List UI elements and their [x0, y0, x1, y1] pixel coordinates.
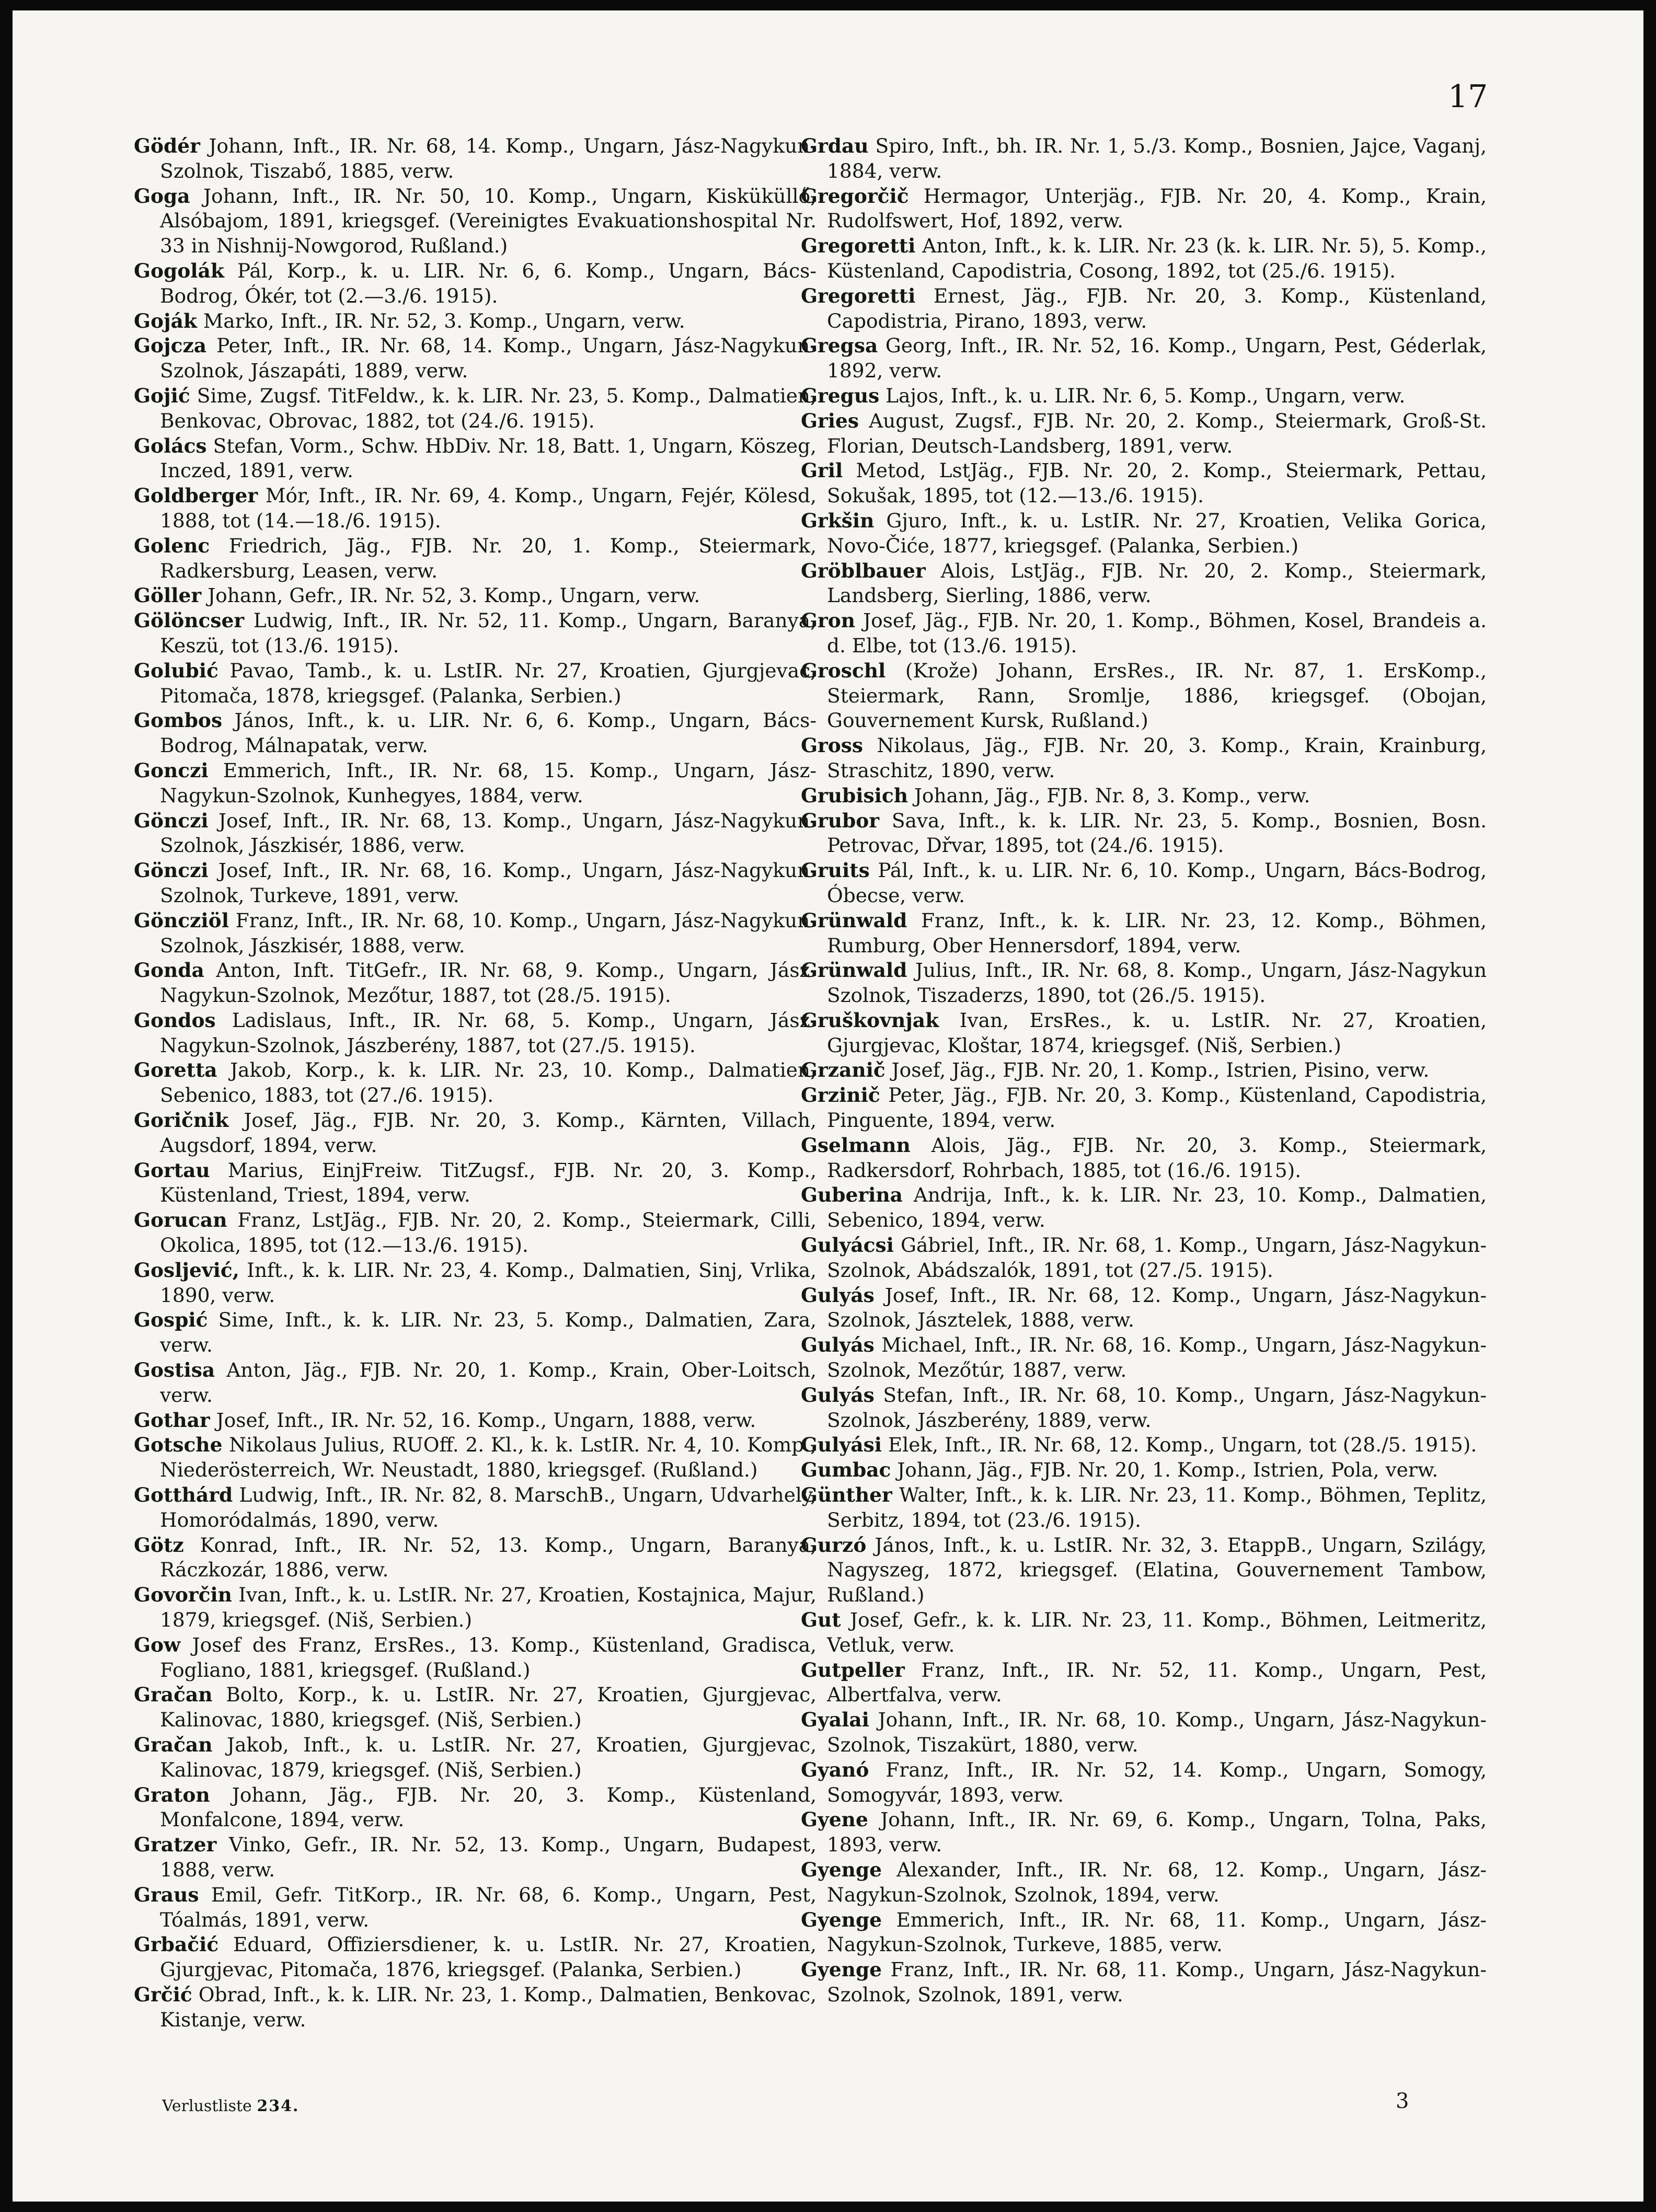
entry-surname: Gron: [801, 609, 856, 632]
entry-surname: Gruits: [801, 859, 870, 882]
entry-surname: Gyalai: [801, 1708, 869, 1732]
entry-surname: Gorucan: [134, 1208, 227, 1232]
entry-details: Franz, Inft., IR. Nr. 68, 10. Komp., Ungarn, Jász-Nagykun-Szolnok, Jászkisér, 1888, verw.: [160, 908, 816, 957]
list-entry: [801, 1083, 1487, 1133]
list-entry: [134, 1683, 816, 1733]
list-entry: [134, 1733, 816, 1783]
list-entry: [801, 1008, 1487, 1058]
entry-details: Marius, EinjFreiw. TitZugsf., FJB. Nr. 20, 3. Komp., Küstenland, Triest, 1894, verw.: [160, 1158, 816, 1207]
entry-surname: Gödér: [134, 134, 200, 157]
list-entry: [801, 1533, 1487, 1608]
list-entry: [134, 1358, 816, 1408]
entry-details: János, Inft., k. u. LstIR. Nr. 32, 3. EtappB., Ungarn, Szilágy, Nagyszeg, 1872, kriegsgef. (Elatina, Gouvernement Tambow, Rußland.): [827, 1533, 1487, 1607]
list-entry: [134, 434, 816, 484]
entry-surname: Gombos: [134, 709, 223, 732]
list-entry: [134, 608, 816, 659]
list-entry: [801, 908, 1487, 959]
entry-surname: Golács: [134, 434, 207, 457]
entry-details: Ivan, ErsRes., k. u. LstIR. Nr. 27, Kroatien, Gjurgjevac, Kloštar, 1874, kriegsgef. (Niš, Serbien.): [827, 1008, 1487, 1057]
list-entry: [801, 509, 1487, 559]
list-entry: [134, 858, 816, 908]
entry-details: Elek, Inft., IR. Nr. 68, 12. Komp., Ungarn, tot (28./5. 1915).: [888, 1433, 1477, 1457]
entry-surname: Grčić: [134, 1983, 192, 2006]
entry-surname: Gönczi: [134, 859, 209, 882]
entry-surname: Gonczi: [134, 758, 209, 782]
entry-surname: Göller: [134, 584, 202, 607]
entry-surname: Gulyás: [801, 1283, 875, 1307]
entry-surname: Gotsche: [134, 1433, 223, 1457]
list-entry: [134, 1433, 816, 1483]
entry-surname: Gregorčič: [801, 184, 909, 208]
entry-details: Franz, Inft., IR. Nr. 52, 14. Komp., Ungarn, Somogy, Somogyvár, 1893, verw.: [827, 1758, 1487, 1806]
entry-surname: Goričnik: [134, 1109, 229, 1132]
entry-surname: Grdau: [801, 134, 869, 157]
entry-details: Peter, Inft., IR. Nr. 68, 14. Komp., Ungarn, Jász-Nagykun-Szolnok, Jászapáti, 1889, verw.: [160, 334, 817, 383]
entry-surname: Goják: [134, 309, 197, 332]
entry-surname: Grünwald: [801, 908, 907, 932]
entry-details: Johann, Inft., IR. Nr. 50, 10. Komp., Ungarn, Kisküküllő, Alsóbajom, 1891, kriegsgef. (Vereinigtes Evakuationshospital Nr. 33 in Nishnij-Nowgorod, Rußland.): [160, 184, 816, 258]
entry-surname: Goldberger: [134, 484, 258, 508]
list-entry: [801, 559, 1487, 609]
list-entry: [134, 333, 816, 384]
entry-details: Spiro, Inft., bh. IR. Nr. 1, 5./3. Komp., Bosnien, Jajce, Vaganj, 1884, verw.: [827, 134, 1487, 182]
list-entry: [134, 1533, 816, 1583]
list-entry: [801, 1858, 1487, 1908]
entry-surname: Golubić: [134, 659, 218, 682]
entry-surname: Gratzer: [134, 1833, 217, 1857]
list-entry: [801, 733, 1487, 784]
entry-details: Josef, Inft., IR. Nr. 68, 16. Komp., Ungarn, Jász-Nagykun-Szolnok, Turkeve, 1891, verw.: [160, 859, 816, 907]
entry-details: Lajos, Inft., k. u. LIR. Nr. 6, 5. Komp., Ungarn, verw.: [886, 384, 1406, 407]
list-entry: [801, 1383, 1487, 1433]
entry-surname: Gogolák: [134, 259, 224, 282]
entry-details: (Krože) Johann, ErsRes., IR. Nr. 87, 1. ErsKomp., Steiermark, Rann, Sromlje, 1886, kriegsgef. (Obojan, Gouvernement Kursk, Rußland.): [827, 659, 1487, 732]
entry-surname: Grubisich: [801, 784, 908, 807]
entry-surname: Govorčin: [134, 1583, 232, 1607]
entry-details: Eduard, Offiziersdiener, k. u. LstIR. Nr. 27, Kroatien, Gjurgjevac, Pitomača, 1876, kriegsgef. (Palanka, Serbien.): [160, 1933, 817, 1981]
list-entry: [801, 184, 1487, 234]
entry-surname: Gostisa: [134, 1358, 215, 1382]
entry-details: Josef, Inft., IR. Nr. 68, 12. Komp., Ungarn, Jász-Nagykun-Szolnok, Jásztelek, 1888, verw.: [827, 1283, 1487, 1332]
entry-surname: Gutpeller: [801, 1658, 905, 1681]
entry-surname: Gross: [801, 734, 864, 757]
entry-details: Marko, Inft., IR. Nr. 52, 3. Komp., Ungarn, verw.: [203, 309, 685, 332]
entry-surname: Gulyási: [801, 1433, 882, 1457]
entry-details: Pál, Korp., k. u. LIR. Nr. 6, 6. Komp., Ungarn, Bács-Bodrog, Ókér, tot (2.—3./6. 1915).: [160, 259, 817, 307]
entry-details: Alexander, Inft., IR. Nr. 68, 12. Komp., Ungarn, Jász-Nagykun-Szolnok, Szolnok, 1894, verw.: [827, 1858, 1487, 1906]
entry-surname: Graton: [134, 1783, 210, 1806]
entry-surname: Gregsa: [801, 334, 878, 358]
entry-surname: Grzinič: [801, 1084, 880, 1107]
entry-surname: Gregoretti: [801, 234, 916, 258]
entry-surname: Gyanó: [801, 1758, 869, 1781]
page-number: 17: [1448, 78, 1488, 115]
entry-surname: Gulyás: [801, 1383, 875, 1407]
entry-details: Josef, Gefr., k. k. LIR. Nr. 23, 11. Komp., Böhmen, Leitmeritz, Vetluk, verw.: [827, 1608, 1487, 1656]
entry-details: Johann, Jäg., FJB. Nr. 8, 3. Komp., verw.: [914, 784, 1310, 807]
entry-details: Stefan, Vorm., Schw. HbDiv. Nr. 18, Batt. 1, Ungarn, Köszeg, Inczed, 1891, verw.: [160, 434, 816, 482]
left-column: [134, 134, 816, 2033]
entry-surname: Graus: [134, 1883, 199, 1906]
list-entry: [801, 958, 1487, 1008]
list-entry: [134, 384, 816, 434]
list-entry: [801, 1183, 1487, 1233]
entry-details: Alois, Jäg., FJB. Nr. 20, 3. Komp., Steiermark, Radkersdorf, Rohrbach, 1885, tot (16./6. 1915).: [827, 1133, 1487, 1182]
entry-details: Ludwig, Inft., IR. Nr. 82, 8. MarschB., Ungarn, Udvarhely, Homoródalmás, 1890, verw.: [160, 1483, 817, 1531]
entry-surname: Gow: [134, 1633, 181, 1656]
entry-details: Hermagor, Unterjäg., FJB. Nr. 20, 4. Komp., Krain, Rudolfswert, Hof, 1892, verw.: [827, 184, 1487, 233]
list-entry: [134, 1583, 816, 1633]
entry-details: Josef, Jäg., FJB. Nr. 20, 1. Komp., Böhmen, Kosel, Brandeis a. d. Elbe, tot (13./6. 1915).: [827, 609, 1487, 657]
list-entry: [134, 1983, 816, 2033]
entry-details: Nikolaus, Jäg., FJB. Nr. 20, 3. Komp., Krain, Krainburg, Straschitz, 1890, verw.: [827, 734, 1487, 782]
entry-surname: Gortau: [134, 1158, 210, 1182]
list-entry: [134, 1483, 816, 1533]
footer: [162, 2096, 299, 2117]
entry-details: Konrad, Inft., IR. Nr. 52, 13. Komp., Ungarn, Baranya, Ráczkozár, 1886, verw.: [160, 1533, 817, 1582]
list-entry: [134, 758, 816, 809]
entry-surname: Gyenge: [801, 1858, 882, 1881]
entry-details: Johann, Inft., IR. Nr. 68, 10. Komp., Ungarn, Jász-Nagykun-Szolnok, Tiszakürt, 1880, verw.: [827, 1708, 1487, 1756]
entry-surname: Golenc: [134, 534, 210, 557]
entry-details: Nikolaus Julius, RUOff. 2. Kl., k. k. LstIR. Nr. 4, 10. Komp., Niederösterreich, Wr. Neustadt, 1880, kriegsgef. (Rußland.): [160, 1433, 816, 1482]
entry-surname: Grünwald: [801, 959, 907, 982]
entry-surname: Gries: [801, 409, 859, 432]
entry-surname: Grubor: [801, 809, 880, 832]
entry-details: Andrija, Inft., k. k. LIR. Nr. 23, 10. Komp., Dalmatien, Sebenico, 1894, verw.: [827, 1183, 1487, 1232]
list-entry: [801, 1433, 1487, 1458]
entry-surname: Gregus: [801, 384, 880, 407]
entry-surname: Gselmann: [801, 1133, 911, 1157]
list-entry: [134, 1633, 816, 1683]
list-entry: [801, 1608, 1487, 1658]
list-entry: [801, 1957, 1487, 2008]
entry-surname: Gyene: [801, 1808, 868, 1831]
entry-surname: Gondos: [134, 1008, 216, 1032]
entry-details: Johann, Inft., IR. Nr. 69, 6. Komp., Ungarn, Tolna, Paks, 1893, verw.: [827, 1808, 1487, 1857]
entry-details: Franz, Inft., k. k. LIR. Nr. 23, 12. Komp., Böhmen, Rumburg, Ober Hennersdorf, 1894, verw.: [827, 908, 1487, 957]
entry-details: Anton, Jäg., FJB. Nr. 20, 1. Komp., Krain, Ober-Loitsch, verw.: [160, 1358, 817, 1407]
list-entry: [134, 1208, 816, 1258]
list-entry: [801, 1658, 1487, 1708]
entry-details: Bolto, Korp., k. u. LstIR. Nr. 27, Kroatien, Gjurgjevac, Kalinovac, 1880, kriegsgef. (Niš, Serbien.): [160, 1683, 816, 1732]
entry-details: Johann, Jäg., FJB. Nr. 20, 1. Komp., Istrien, Pola, verw.: [897, 1458, 1439, 1482]
entry-surname: Götz: [134, 1533, 184, 1557]
entry-details: Jakob, Inft., k. u. LstIR. Nr. 27, Kroatien, Gjurgjevac, Kalinovac, 1879, kriegsgef. (Niš, Serbien.): [160, 1733, 816, 1781]
entry-details: Franz, LstJäg., FJB. Nr. 20, 2. Komp., Steiermark, Cilli, Okolica, 1895, tot (12.—13./6. 1915).: [160, 1208, 817, 1257]
entry-surname: Gyenge: [801, 1958, 882, 1981]
list-entry: [134, 134, 816, 184]
entry-surname: Gulyácsi: [801, 1234, 894, 1257]
list-entry: [801, 608, 1487, 659]
entry-surname: Groschl: [801, 659, 886, 682]
entry-details: Pavao, Tamb., k. u. LstIR. Nr. 27, Kroatien, Gjurgjevac, Pitomača, 1878, kriegsgef. (Palanka, Serbien.): [160, 659, 816, 707]
entry-details: Ludwig, Inft., IR. Nr. 52, 11. Komp., Ungarn, Baranya, Keszü, tot (13./6. 1915).: [160, 609, 816, 657]
list-entry: [134, 659, 816, 709]
list-entry: [134, 1058, 816, 1108]
list-entry: [801, 1333, 1487, 1383]
entry-details: Josef, Jäg., FJB. Nr. 20, 1. Komp., Istrien, Pisino, verw.: [891, 1058, 1430, 1082]
entry-details: Anton, Inft. TitGefr., IR. Nr. 68, 9. Komp., Ungarn, Jász-Nagykun-Szolnok, Mezőtur, 1887, tot (28./5. 1915).: [160, 959, 816, 1007]
entry-surname: Grzanič: [801, 1058, 886, 1082]
list-entry: [134, 184, 816, 259]
list-entry: [134, 1408, 816, 1433]
list-entry: [801, 333, 1487, 384]
entry-details: Ernest, Jäg., FJB. Nr. 20, 3. Komp., Küstenland, Capodistria, Pirano, 1893, verw.: [827, 284, 1487, 332]
list-entry: [801, 1908, 1487, 1958]
list-entry: [801, 1283, 1487, 1333]
entry-surname: Gyenge: [801, 1908, 882, 1931]
entry-details: Vinko, Gefr., IR. Nr. 52, 13. Komp., Ungarn, Budapest, 1888, verw.: [160, 1833, 817, 1881]
list-entry: [801, 458, 1487, 509]
right-column: [801, 134, 1487, 2008]
entry-details: Josef, Jäg., FJB. Nr. 20, 3. Komp., Kärnten, Villach, Augsdorf, 1894, verw.: [160, 1109, 817, 1157]
entry-details: August, Zugsf., FJB. Nr. 20, 2. Komp., Steiermark, Groß-St. Florian, Deutsch-Landsberg, 1891, verw.: [827, 409, 1487, 457]
list-entry: [134, 483, 816, 534]
entry-details: Stefan, Inft., IR. Nr. 68, 10. Komp., Ungarn, Jász-Nagykun-Szolnok, Jászberény, 1889, verw.: [827, 1383, 1487, 1432]
list-entry: [801, 284, 1487, 334]
entry-surname: Gumbac: [801, 1458, 891, 1482]
list-entry: [801, 384, 1487, 409]
list-entry: [801, 1058, 1487, 1083]
list-entry: [134, 1932, 816, 1983]
entry-details: Franz, Inft., IR. Nr. 52, 11. Komp., Ungarn, Pest, Albertfalva, verw.: [827, 1658, 1487, 1707]
footer-list-number: 234.: [257, 2097, 300, 2115]
list-entry: [134, 1258, 816, 1308]
entry-details: Walter, Inft., k. k. LIR. Nr. 23, 11. Komp., Böhmen, Teplitz, Serbitz, 1894, tot (23./6. 1915).: [827, 1483, 1487, 1531]
entry-surname: Gračan: [134, 1683, 213, 1707]
entry-details: Josef, Inft., IR. Nr. 52, 16. Komp., Ungarn, 1888, verw.: [216, 1408, 756, 1432]
list-entry: [801, 1133, 1487, 1183]
list-entry: [134, 309, 816, 334]
list-entry: [801, 134, 1487, 184]
list-entry: [801, 1708, 1487, 1758]
entry-details: Sava, Inft., k. k. LIR. Nr. 23, 5. Komp., Bosnien, Bosn. Petrovac, Dřvar, 1895, tot (24./6. 1915).: [827, 809, 1487, 857]
entry-details: Josef, Inft., IR. Nr. 68, 13. Komp., Ungarn, Jász-Nagykun-Szolnok, Jászkisér, 1886, verw.: [160, 809, 816, 857]
entry-surname: Gojcza: [134, 334, 207, 358]
list-entry: [801, 809, 1487, 859]
entry-details: Michael, Inft., IR. Nr. 68, 16. Komp., Ungarn, Jász-Nagykun-Szolnok, Mezőtúr, 1887, verw.: [827, 1333, 1487, 1382]
list-entry: [134, 1883, 816, 1933]
entry-details: Johann, Inft., IR. Nr. 68, 14. Komp., Ungarn, Jász-Nagykun-Szolnok, Tiszabő, 1885, verw.: [160, 134, 817, 182]
entry-details: János, Inft., k. u. LIR. Nr. 6, 6. Komp., Ungarn, Bács-Bodrog, Málnapatak, verw.: [160, 709, 816, 757]
footer-label: Verlustliste: [162, 2097, 252, 2115]
list-entry: [134, 809, 816, 859]
entry-details: Jakob, Korp., k. k. LIR. Nr. 23, 10. Komp., Dalmatien, Sebenico, 1883, tot (27./6. 1915).: [160, 1058, 817, 1107]
entry-surname: Gregoretti: [801, 284, 916, 307]
entry-details: Johann, Jäg., FJB. Nr. 20, 3. Komp., Küstenland, Monfalcone, 1894, verw.: [160, 1783, 817, 1831]
list-entry: [134, 708, 816, 758]
list-entry: [801, 1483, 1487, 1533]
entry-surname: Gonda: [134, 959, 204, 982]
list-entry: [134, 259, 816, 309]
signature-mark: 3: [1396, 2089, 1409, 2113]
entry-details: Johann, Gefr., IR. Nr. 52, 3. Komp., Ungarn, verw.: [208, 584, 700, 607]
entry-details: Emmerich, Inft., IR. Nr. 68, 11. Komp., Ungarn, Jász-Nagykun-Szolnok, Turkeve, 1885, verw.: [827, 1908, 1487, 1956]
entry-surname: Guberina: [801, 1183, 903, 1207]
list-entry: [134, 1008, 816, 1058]
entry-surname: Gojić: [134, 384, 190, 407]
entry-surname: Gröblbauer: [801, 559, 926, 582]
list-entry: [134, 1833, 816, 1883]
entry-details: Peter, Jäg., FJB. Nr. 20, 3. Komp., Küstenland, Capodistria, Pinguente, 1894, verw.: [827, 1084, 1487, 1132]
entry-details: Alois, LstJäg., FJB. Nr. 20, 2. Komp., Steiermark, Landsberg, Sierling, 1886, verw.: [827, 559, 1487, 607]
entry-details: Julius, Inft., IR. Nr. 68, 8. Komp., Ungarn, Jász-Nagykun Szolnok, Tiszaderzs, 1890, tot (26./5. 1915).: [827, 959, 1487, 1007]
entry-details: Obrad, Inft., k. k. LIR. Nr. 23, 1. Komp., Dalmatien, Benkovac, Kistanje, verw.: [160, 1983, 816, 2031]
list-entry: [801, 1233, 1487, 1283]
list-entry: [134, 958, 816, 1008]
list-entry: [134, 908, 816, 959]
list-entry: [801, 1807, 1487, 1858]
list-entry: [801, 858, 1487, 908]
entry-details: Josef des Franz, ErsRes., 13. Komp., Küstenland, Gradisca, Fogliano, 1881, kriegsgef. (Rußland.): [160, 1633, 816, 1681]
list-entry: [134, 1108, 816, 1158]
list-entry: [801, 1458, 1487, 1483]
entry-surname: Goretta: [134, 1058, 217, 1082]
entry-surname: Gothar: [134, 1408, 210, 1432]
entry-details: Ladislaus, Inft., IR. Nr. 68, 5. Komp., Ungarn, Jász-Nagykun-Szolnok, Jászberény, 1887, tot (27./5. 1915).: [160, 1008, 816, 1057]
entry-details: Friedrich, Jäg., FJB. Nr. 20, 1. Komp., Steiermark, Radkersburg, Leasen, verw.: [160, 534, 816, 582]
entry-details: Inft., k. k. LIR. Nr. 23, 4. Komp., Dalmatien, Sinj, Vrlika, 1890, verw.: [160, 1258, 816, 1307]
entry-surname: Gölöncser: [134, 609, 245, 632]
entry-surname: Gospić: [134, 1308, 208, 1332]
entry-surname: Gurzó: [801, 1533, 867, 1557]
list-entry: [134, 1783, 816, 1833]
entry-details: Pál, Inft., k. u. LIR. Nr. 6, 10. Komp., Ungarn, Bács-Bodrog, Óbecse, verw.: [827, 859, 1487, 907]
entry-surname: Gut: [801, 1608, 841, 1632]
list-entry: [134, 534, 816, 584]
entry-details: Franz, Inft., IR. Nr. 68, 11. Komp., Ungarn, Jász-Nagykun-Szolnok, Szolnok, 1891, verw.: [827, 1958, 1487, 2006]
entry-details: Gjuro, Inft., k. u. LstIR. Nr. 27, Kroatien, Velika Gorica, Novo-Čiće, 1877, kriegsgef. (Palanka, Serbien.): [827, 509, 1487, 557]
entry-details: Ivan, Inft., k. u. LstIR. Nr. 27, Kroatien, Kostajnica, Majur, 1879, kriegsgef. (Niš, Serbien.): [160, 1583, 817, 1632]
entry-details: Gábriel, Inft., IR. Nr. 68, 1. Komp., Ungarn, Jász-Nagykun-Szolnok, Abádszalók, 1891, tot (27./5. 1915).: [827, 1234, 1487, 1282]
list-entry: [801, 784, 1487, 809]
entry-details: Sime, Inft., k. k. LIR. Nr. 23, 5. Komp., Dalmatien, Zara, verw.: [160, 1308, 816, 1357]
entry-details: Anton, Inft., k. k. LIR. Nr. 23 (k. k. LIR. Nr. 5), 5. Komp., Küstenland, Capodistria, Cosong, 1892, tot (25./6. 1915).: [827, 234, 1487, 282]
list-entry: [801, 409, 1487, 459]
list-entry: [801, 1758, 1487, 1808]
list-entry: [801, 659, 1487, 733]
entry-surname: Gril: [801, 459, 843, 482]
list-entry: [134, 1308, 816, 1358]
entry-surname: Gračan: [134, 1733, 213, 1756]
list-entry: [134, 583, 816, 608]
entry-surname: Gosljević,: [134, 1258, 239, 1282]
entry-surname: Gulyás: [801, 1333, 875, 1357]
entry-surname: Grkšin: [801, 509, 875, 532]
entry-details: Emil, Gefr. TitKorp., IR. Nr. 68, 6. Komp., Ungarn, Pest, Tóalmás, 1891, verw.: [160, 1883, 817, 1931]
entry-surname: Gruškovnjak: [801, 1008, 939, 1032]
list-entry: [801, 234, 1487, 284]
entry-surname: Goga: [134, 184, 190, 208]
entry-surname: Günther: [801, 1483, 892, 1507]
entry-details: Emmerich, Inft., IR. Nr. 68, 15. Komp., Ungarn, Jász-Nagykun-Szolnok, Kunhegyes, 1884, verw.: [160, 758, 816, 807]
entry-details: Georg, Inft., IR. Nr. 52, 16. Komp., Ungarn, Pest, Géderlak, 1892, verw.: [827, 334, 1487, 383]
entry-surname: Gotthárd: [134, 1483, 233, 1507]
entry-surname: Gönczi: [134, 809, 209, 832]
document-page: [13, 10, 1643, 2202]
entry-details: Sime, Zugsf. TitFeldw., k. k. LIR. Nr. 23, 5. Komp., Dalmatien, Benkovac, Obrovac, 1882, tot (24./6. 1915).: [160, 384, 817, 432]
entry-details: Mór, Inft., IR. Nr. 69, 4. Komp., Ungarn, Fejér, Kölesd, 1888, tot (14.—18./6. 1915).: [160, 484, 817, 532]
entry-details: Metod, LstJäg., FJB. Nr. 20, 2. Komp., Steiermark, Pettau, Sokušak, 1895, tot (12.—13./6. 1915).: [827, 459, 1487, 508]
list-entry: [134, 1158, 816, 1208]
entry-surname: Grbačić: [134, 1933, 219, 1956]
entry-surname: Göncziöl: [134, 908, 229, 932]
